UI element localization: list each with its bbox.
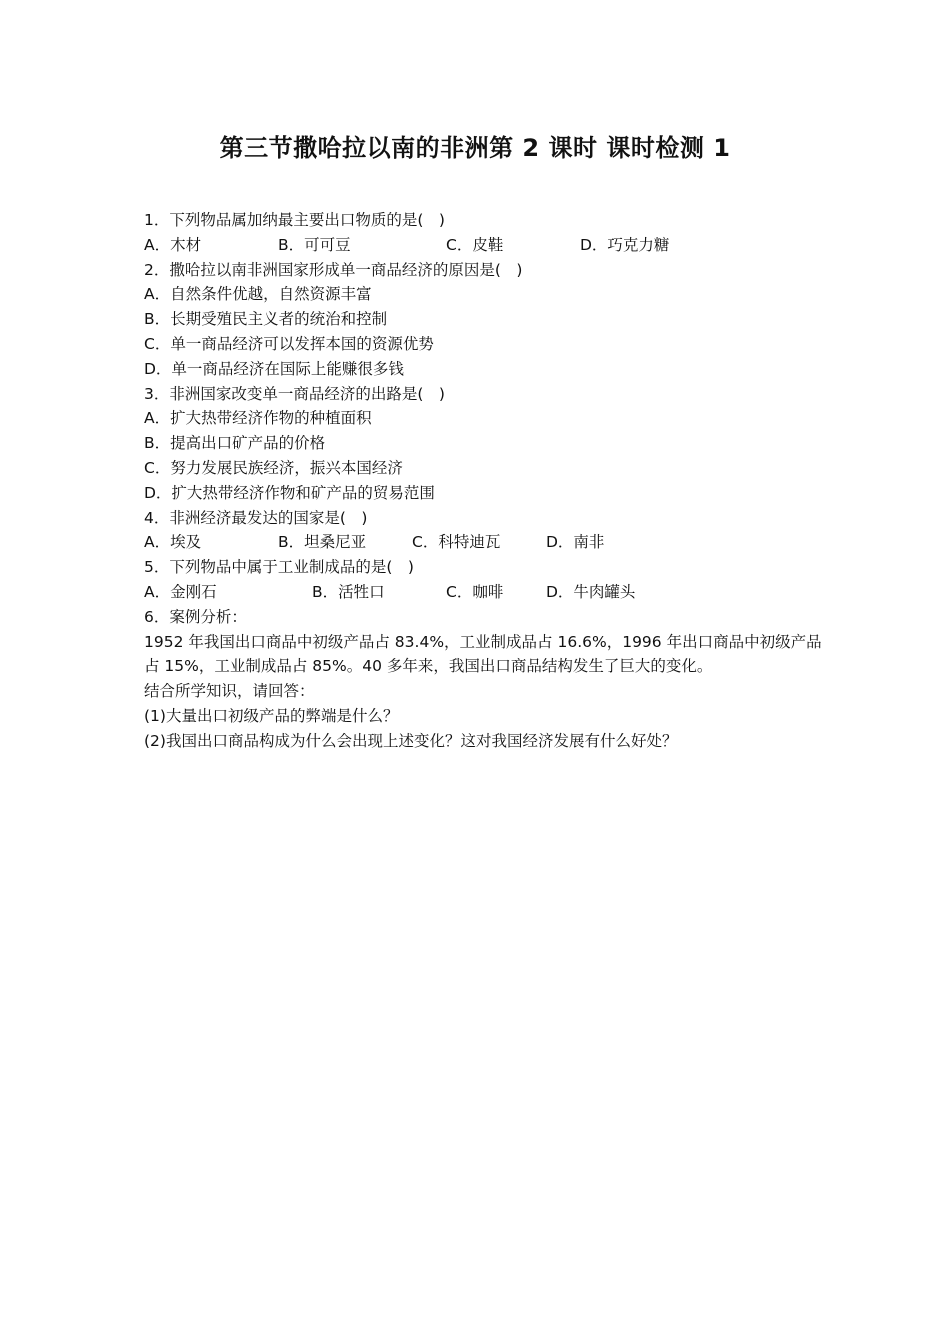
question-5-options — [144, 580, 824, 605]
question-1-option-b: B．可可豆 — [278, 235, 351, 254]
question-5-option-b: B．活牲口 — [312, 582, 385, 601]
question-6-sub-1: (1)大量出口初级产品的弊端是什么？ — [144, 706, 399, 725]
question-2-stem: 2．撒哈拉以南非洲国家形成单一商品经济的原因是( ) — [144, 260, 523, 279]
question-1-options — [144, 233, 824, 258]
question-5-option-c: C．咖啡 — [446, 582, 504, 601]
question-1-stem: 1．下列物品属加纳最主要出口物质的是( ) — [144, 211, 445, 229]
question-6-passage: 1952 年我国出口商品中初级产品占 83.4%，工业制成品占 16.6%，1996 年出口商品中初级产品占 15%，工业制成品占 85%。40 多年来，我国出口商品结构发生了巨大的变化。 — [144, 632, 822, 676]
question-5-option-d: D．牛肉罐头 — [546, 582, 636, 601]
question-6-prompt: 结合所学知识，请回答： — [144, 682, 315, 701]
question-4-option-b: B．坦桑尼亚 — [278, 533, 367, 552]
question-1-option-a: A．木材 — [144, 235, 202, 254]
question-4-option-c: C．科特迪瓦 — [412, 533, 501, 552]
question-6-stem: 6．案例分析： — [144, 607, 247, 626]
question-2-option-a: A．自然条件优越，自然资源丰富 — [144, 285, 372, 304]
page-title: 第三节撒哈拉以南的非洲第 2 课时 课时检测 1 — [219, 134, 731, 162]
question-3-option-a: A．扩大热带经济作物的种植面积 — [144, 409, 372, 428]
question-3-option-d: D．扩大热带经济作物和矿产品的贸易范围 — [144, 483, 435, 502]
question-1-option-d: D．巧克力糖 — [580, 235, 670, 254]
question-3-option-b: B．提高出口矿产品的价格 — [144, 434, 326, 453]
question-2-option-c: C．单一商品经济可以发挥本国的资源优势 — [144, 334, 434, 353]
question-2-option-b: B．长期受殖民主义者的统治和控制 — [144, 310, 388, 329]
question-4-stem: 4．非洲经济最发达的国家是( ) — [144, 508, 368, 527]
question-4-option-a: A．埃及 — [144, 533, 202, 552]
question-6-sub-2: (2)我国出口商品构成为什么会出现上述变化？这对我国经济发展有什么好处？ — [144, 731, 678, 750]
question-list — [144, 208, 824, 754]
question-4-options — [144, 530, 824, 555]
question-1-option-c: C．皮鞋 — [446, 235, 504, 254]
question-5-option-a: A．金刚石 — [144, 582, 217, 601]
question-4-option-d: D．南非 — [546, 533, 605, 552]
question-2-option-d: D．单一商品经济在国际上能赚很多钱 — [144, 359, 404, 378]
question-3-option-c: C．努力发展民族经济，振兴本国经济 — [144, 458, 403, 477]
question-3-stem: 3．非洲国家改变单一商品经济的出路是( ) — [144, 384, 445, 403]
question-5-stem: 5．下列物品中属于工业制成品的是( ) — [144, 558, 414, 577]
